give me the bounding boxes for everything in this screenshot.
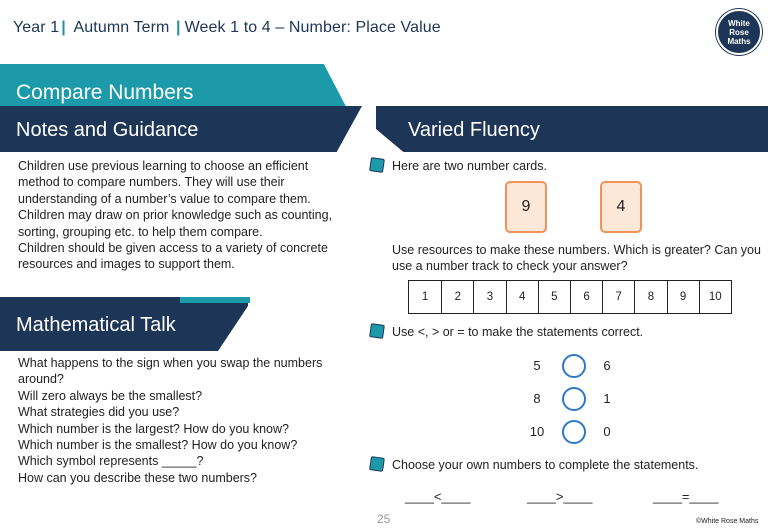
talk-question: Which number is the smallest? How do you know? — [18, 438, 298, 453]
header-title — [13, 19, 441, 37]
comparison-right-number: 6 — [603, 358, 611, 373]
header-term: Autumn Term — [73, 19, 170, 36]
comparison-right-number: 1 — [603, 391, 611, 406]
number-track-cell: 8 — [634, 281, 666, 313]
number-track-cell: 1 — [421, 291, 429, 303]
number-card-value: 9 — [521, 198, 531, 215]
white-rose-maths-logo: White Rose Maths — [716, 9, 762, 55]
number-track-cell: 4 — [506, 281, 538, 313]
question-bullet-icon — [369, 323, 385, 339]
talk-question: What strategies did you use? — [18, 405, 180, 420]
number-card — [600, 181, 642, 233]
talk-question: What happens to the sign when you swap the numbers around? — [18, 356, 323, 387]
number-track-cell: 6 — [570, 281, 602, 313]
notes-paragraph: Children use previous learning to choose an efficient method to compare numbers. They will use their understanding of a number’s value to compare them. — [18, 159, 311, 206]
question-1-followup: use a number track to check your answer? — [392, 259, 628, 273]
number-track-cell: 10 — [699, 281, 731, 313]
varied-fluency-heading: Varied Fluency — [408, 119, 540, 141]
blank-statement-less-than[interactable]: ____<____ — [405, 489, 471, 504]
comparison-symbol-circle[interactable] — [562, 387, 586, 411]
mathematical-talk-heading: Mathematical Talk — [16, 314, 176, 336]
number-card — [505, 181, 547, 233]
talk-question: Which number is the largest? How do you know? — [18, 421, 289, 436]
comparison-symbol-circle[interactable] — [562, 420, 586, 444]
header-separator: | — [176, 19, 181, 36]
page-number: 25 — [377, 512, 391, 526]
lesson-title: Compare Numbers — [16, 81, 194, 104]
question-1-text: Here are two number cards. — [392, 159, 547, 173]
blank-statement-equals[interactable]: ____=____ — [653, 489, 719, 504]
copyright: ©White Rose Maths — [696, 518, 759, 525]
number-track-cell: 2 — [441, 281, 473, 313]
talk-question: Which symbol represents _____? — [18, 454, 204, 469]
number-track — [408, 280, 732, 314]
header-separator: | — [61, 19, 66, 36]
notes-guidance-heading: Notes and Guidance — [16, 119, 199, 141]
notes-paragraph: Children should be given access to a variety of concrete resources and images to support them. — [18, 241, 328, 272]
number-track-cell: 3 — [473, 281, 505, 313]
talk-question: Will zero always be the smallest? — [18, 388, 203, 403]
question-bullet-icon — [369, 456, 385, 472]
comparison-symbol-circle[interactable] — [562, 354, 586, 378]
notes-paragraph: Children may draw on prior knowledge such as counting, sorting, grouping etc. to help them compare. — [18, 208, 333, 239]
comparison-left-number: 5 — [533, 358, 541, 373]
question-3-text: Choose your own numbers to complete the statements. — [392, 458, 699, 472]
header-year: Year 1 — [13, 19, 60, 36]
blank-statement-greater-than[interactable]: ____>____ — [527, 489, 593, 504]
number-track-cell: 7 — [602, 281, 634, 313]
talk-question: How can you describe these two numbers? — [18, 470, 258, 485]
number-track-cell: 5 — [538, 281, 570, 313]
comparison-right-number: 0 — [603, 424, 611, 439]
number-track-cell: 9 — [667, 281, 699, 313]
comparison-left-number: 10 — [529, 424, 545, 439]
talk-questions — [18, 355, 338, 486]
question-2-text: Use <, > or = to make the statements correct. — [392, 325, 644, 339]
header-week: Week 1 to 4 – Number: Place Value — [184, 19, 441, 36]
question-1-followup: Use resources to make these numbers. Which is greater? Can you — [392, 243, 761, 257]
comparison-left-number: 8 — [533, 391, 541, 406]
notes-text — [18, 158, 353, 273]
question-bullet-icon — [369, 157, 385, 173]
number-card-value: 4 — [616, 198, 626, 215]
